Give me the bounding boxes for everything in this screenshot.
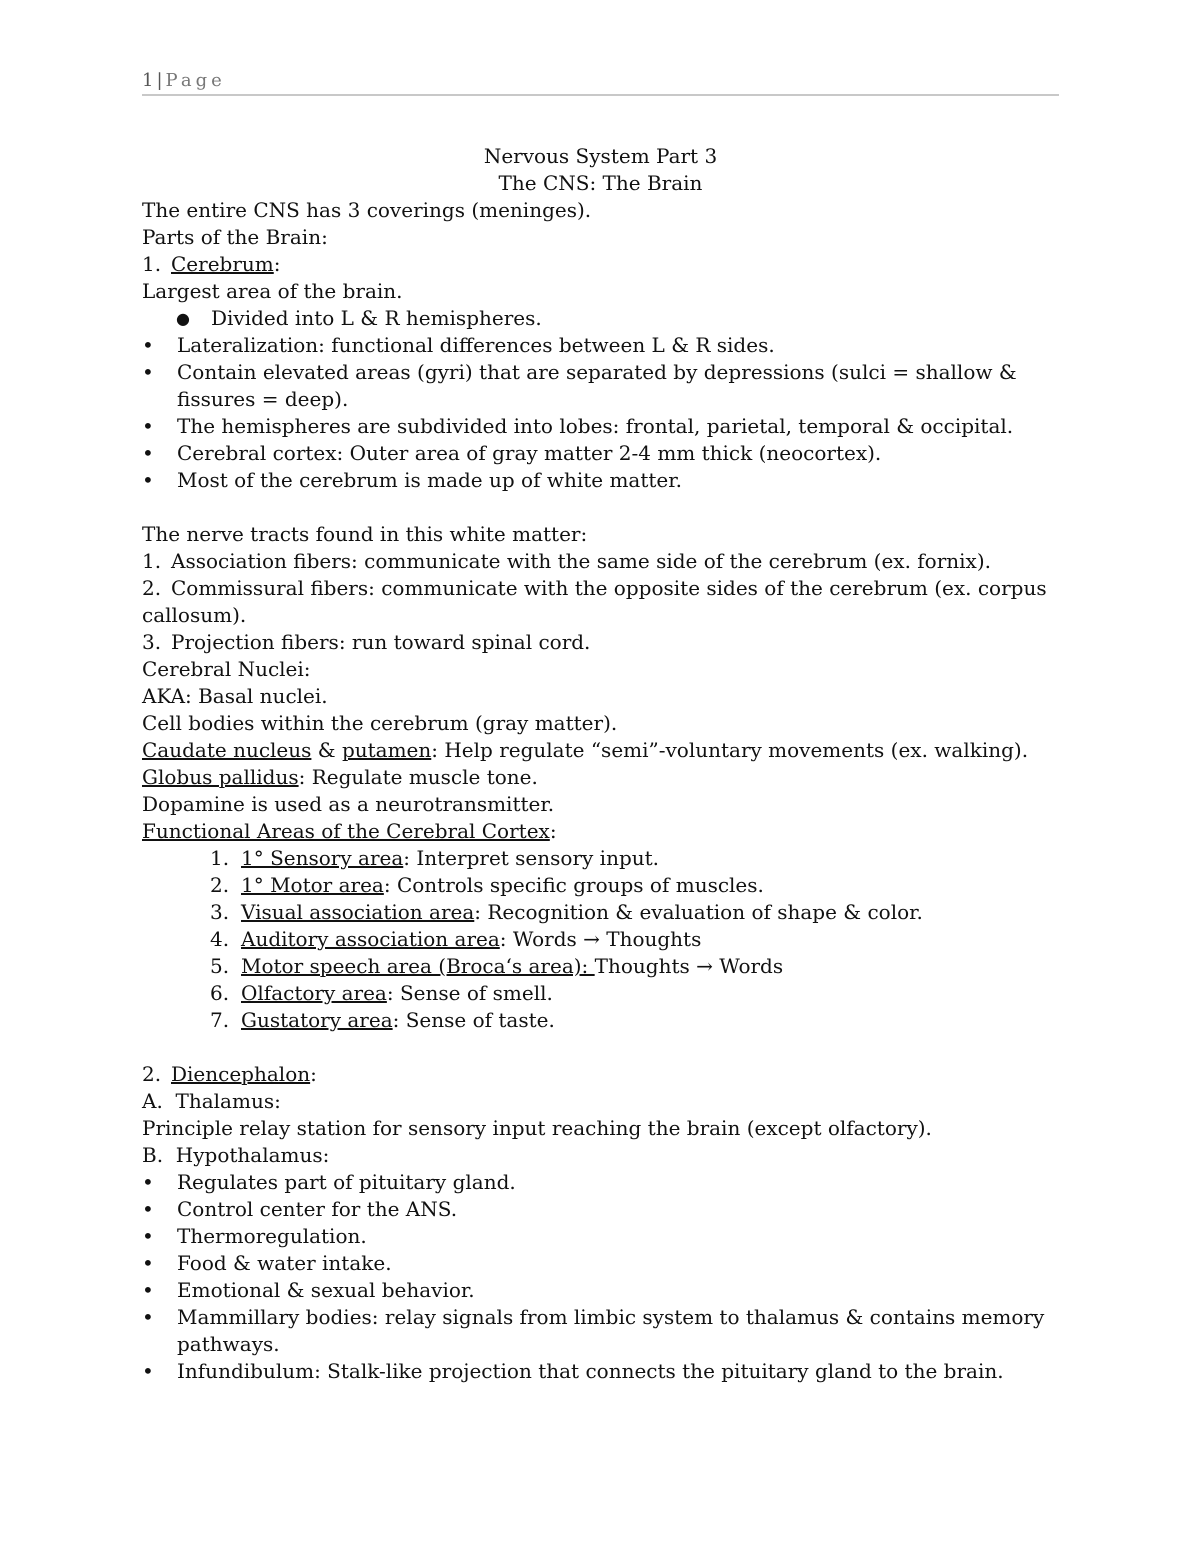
- section-number: 1.: [142, 252, 162, 276]
- term-definition: : Regulate muscle tone.: [298, 765, 538, 789]
- list-item-text: [241, 980, 553, 1007]
- list-item: [142, 926, 1059, 953]
- list-number: 3.: [142, 630, 162, 654]
- list-item: [142, 602, 1059, 629]
- term: 1° Motor area: [241, 873, 384, 897]
- bullet-icon: •: [142, 441, 154, 465]
- functional-areas-list: [142, 845, 1059, 1034]
- list-number: 5.: [210, 954, 230, 978]
- list-item-text: Divided into L & R hemispheres.: [211, 306, 542, 330]
- document-title: Nervous System Part 3: [483, 144, 718, 168]
- list-item-text: The hemispheres are subdivided into lobes: frontal, parietal, temporal & occipital.: [177, 414, 1014, 438]
- list-item: [142, 899, 1059, 926]
- bullet-icon: •: [142, 1170, 154, 1194]
- hypothalamus-bullet-list: [142, 1169, 1059, 1385]
- term-definition: : Help regulate “semi”-voluntary movements (ex. walking).: [431, 738, 1029, 762]
- term-definition: : Interpret sensory input.: [403, 846, 660, 870]
- list-item: [142, 1169, 1059, 1196]
- list-item: [142, 980, 1059, 1007]
- list-number: 2.: [210, 873, 230, 897]
- list-item-text: Projection fibers: run toward spinal cord.: [171, 630, 591, 654]
- bullet-icon: •: [142, 468, 154, 492]
- bullet-icon: •: [142, 1224, 154, 1248]
- document-subtitle: The CNS: The Brain: [498, 171, 703, 195]
- list-item-text: Most of the cerebrum is made up of white matter.: [177, 468, 682, 492]
- list-number: 7.: [210, 1008, 230, 1032]
- list-item: [142, 548, 1059, 575]
- list-item: [142, 332, 1059, 359]
- list-item: [142, 872, 1059, 899]
- list-item: [142, 1358, 1059, 1385]
- bullet-icon: •: [142, 414, 154, 438]
- list-item-text: Mammillary bodies: relay signals from limbic system to thalamus & contains memory pathways.: [177, 1305, 1045, 1356]
- page-word: Page: [165, 70, 226, 91]
- nuclei-cell-bodies: Cell bodies within the cerebrum (gray matter).: [142, 711, 618, 735]
- list-item-text: [241, 1007, 555, 1034]
- term-definition: : Words → Thoughts: [499, 927, 702, 951]
- list-item-text: Contain elevated areas (gyri) that are separated by depressions (sulci = shallow & fissures = deep).: [177, 360, 1017, 411]
- list-item: [142, 467, 1059, 494]
- section-title: Cerebrum: [171, 252, 274, 276]
- list-item: [142, 629, 1059, 656]
- list-item: [142, 1196, 1059, 1223]
- hypothalamus-heading: B. Hypothalamus:: [142, 1143, 330, 1167]
- tracts-intro: The nerve tracts found in this white matter:: [142, 522, 588, 546]
- list-item: [142, 1250, 1059, 1277]
- nuclei-heading: Cerebral Nuclei:: [142, 657, 311, 681]
- list-item-text: Control center for the ANS.: [177, 1197, 458, 1221]
- bullet-icon: •: [142, 360, 154, 384]
- term: Olfactory area: [241, 981, 387, 1005]
- term-definition: : Recognition & evaluation of shape & color.: [474, 900, 923, 924]
- list-item: [142, 1007, 1059, 1034]
- functional-heading-text: Functional Areas of the Cerebral Cortex: [142, 819, 550, 843]
- bullet-icon: •: [142, 1305, 154, 1329]
- list-item: [142, 1304, 1059, 1358]
- list-item: [142, 575, 1059, 602]
- term: Motor speech area (Broca‘s area):: [241, 954, 595, 978]
- bullet-icon: •: [142, 1359, 154, 1383]
- list-item-text: [241, 845, 659, 872]
- list-item-text: [241, 926, 701, 953]
- list-item-text: Cerebral cortex: Outer area of gray matter 2-4 mm thick (neocortex).: [177, 441, 882, 465]
- document-body: [142, 143, 1059, 1385]
- term: Visual association area: [241, 900, 475, 924]
- term-definition: : Sense of taste.: [392, 1008, 555, 1032]
- section-colon: :: [273, 252, 281, 276]
- term-definition: : Controls specific groups of muscles.: [383, 873, 764, 897]
- dopamine-line: Dopamine is used as a neurotransmitter.: [142, 792, 555, 816]
- list-item-text: Lateralization: functional differences between L & R sides.: [177, 333, 775, 357]
- term: Globus pallidus: [142, 765, 299, 789]
- term: 1° Sensory area: [241, 846, 404, 870]
- cerebrum-summary: Largest area of the brain.: [142, 279, 403, 303]
- list-item-text: Infundibulum: Stalk-like projection that connects the pituitary gland to the brain.: [177, 1359, 1004, 1383]
- term: putamen: [341, 738, 432, 762]
- cerebrum-bullet-list: [142, 332, 1059, 494]
- nuclei-aka: AKA: Basal nuclei.: [142, 684, 328, 708]
- section-colon: :: [310, 1062, 317, 1086]
- thalamus-text: Principle relay station for sensory input reaching the brain (except olfactory).: [142, 1116, 932, 1140]
- bullet-dot-icon: ●: [176, 309, 190, 328]
- list-item-text: Emotional & sexual behavior.: [177, 1278, 475, 1302]
- bullet-icon: •: [142, 333, 154, 357]
- section-colon: :: [549, 819, 557, 843]
- intro-line: The entire CNS has 3 coverings (meninges).: [142, 198, 592, 222]
- term: Caudate nucleus: [142, 738, 312, 762]
- section-number: 2.: [142, 1062, 162, 1086]
- globus-line: [142, 764, 1059, 791]
- list-item: [142, 440, 1059, 467]
- list-number: 1.: [142, 549, 162, 573]
- list-item-text: callosum).: [142, 603, 247, 627]
- list-item: [142, 359, 1059, 413]
- list-item-text: Food & water intake.: [177, 1251, 392, 1275]
- list-item: [142, 1223, 1059, 1250]
- list-item: [142, 413, 1059, 440]
- term: Gustatory area: [241, 1008, 393, 1032]
- bullet-icon: •: [142, 1251, 154, 1275]
- list-item-text: Thermoregulation.: [177, 1224, 367, 1248]
- thalamus-heading: A. Thalamus:: [142, 1089, 281, 1113]
- section-title: Diencephalon: [171, 1062, 311, 1086]
- term: Auditory association area: [241, 927, 500, 951]
- page-header: [142, 70, 1059, 96]
- list-number: 1.: [210, 846, 230, 870]
- diencephalon-heading: [142, 1061, 1059, 1088]
- list-item: [142, 845, 1059, 872]
- list-item-text: [241, 899, 923, 926]
- list-item-text: Association fibers: communicate with the same side of the cerebrum (ex. fornix).: [171, 549, 991, 573]
- term-definition: : Sense of smell.: [386, 981, 553, 1005]
- list-number: 4.: [210, 927, 230, 951]
- list-item-text: Regulates part of pituitary gland.: [177, 1170, 516, 1194]
- caudate-line: [142, 737, 1059, 764]
- list-number: 3.: [210, 900, 230, 924]
- header-separator: |: [156, 70, 163, 91]
- intro-line: Parts of the Brain:: [142, 225, 328, 249]
- term-definition: Thoughts → Words: [594, 954, 784, 978]
- page-number: 1: [142, 70, 154, 91]
- list-item: [142, 953, 1059, 980]
- list-item-text: Commissural fibers: communicate with the opposite sides of the cerebrum (ex. corpus: [171, 576, 1047, 600]
- tracts-list: [142, 548, 1059, 656]
- list-item: [142, 1277, 1059, 1304]
- list-item-text: [241, 872, 764, 899]
- term-joiner: &: [311, 738, 342, 762]
- cerebrum-heading: [142, 251, 1059, 278]
- list-item-text: [241, 953, 783, 980]
- list-item: [142, 305, 1059, 332]
- list-number: 6.: [210, 981, 230, 1005]
- bullet-icon: •: [142, 1197, 154, 1221]
- functional-heading: [142, 818, 1059, 845]
- bullet-icon: •: [142, 1278, 154, 1302]
- list-number: 2.: [142, 576, 162, 600]
